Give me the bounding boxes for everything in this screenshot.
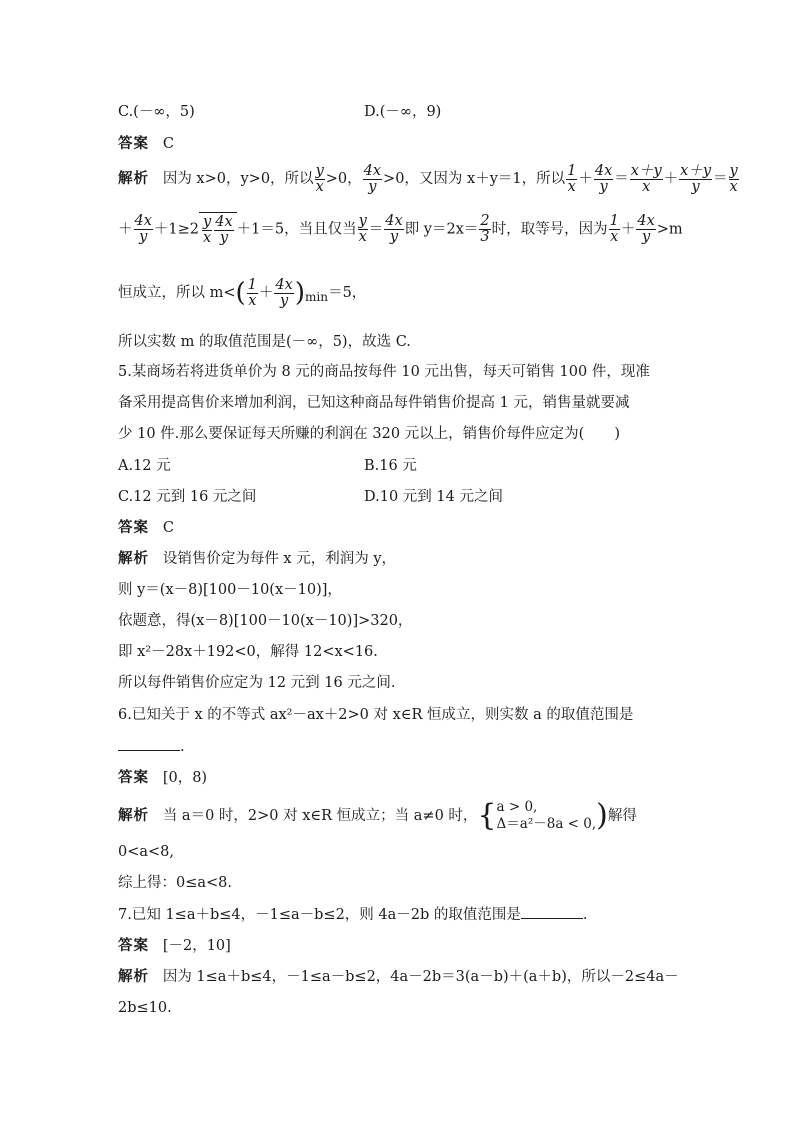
answer-label: 答案: [118, 135, 149, 152]
q5-analysis-line1: 解析 设销售价定为每件 x 元，利润为 y，: [118, 550, 397, 567]
fraction: $\frac{y}{x}$: [358, 213, 367, 245]
fraction: $\frac{1}{x}$: [567, 162, 577, 195]
q5-stem-line2: 备采用提高售价来增加利润，已知这种商品每件销售价提高 1 元，销售量就要减: [118, 395, 630, 411]
q4-analysis-line1: 解析 因为 x>0，y>0，所以 $\frac{y}{x}$ >0， $\frac{4x}{y}$ >0，又因为 x＋y＝1，所以 $\frac{1}{x}$ ＋ $\frac{4x}{y}$ ＝ $\frac{x+y}{x}$ ＋ $\frac{x+y}{y}$ ＝ $\frac{y}{x}$: [118, 162, 738, 195]
fraction: $\frac{4x}{y}$: [594, 162, 613, 195]
inequality-system: a > 0, Δ＝a²－8a < 0,: [496, 799, 597, 832]
answer-label: 答案: [118, 519, 149, 536]
fraction: $\frac{x+y}{x}$: [630, 162, 662, 195]
fraction: $\frac{y}{x}$: [315, 162, 324, 195]
answer-label: 答案: [118, 937, 149, 954]
fraction: $\frac{4x}{y}$: [637, 213, 655, 245]
q5-analysis-line5: 所以每件销售价应定为 12 元到 16 元之间.: [118, 675, 396, 691]
q6-analysis-line3: 综上得：0≤a<8.: [118, 875, 233, 891]
q7-stem: 7.已知 1≤a＋b≤4，－1≤a－b≤2，则 4a－2b 的取值范围是 .: [118, 904, 588, 925]
analysis-label: 解析: [118, 550, 149, 567]
q7-analysis-line2: 2b≤10.: [118, 1000, 172, 1016]
q5-analysis-line3: 依题意，得(x－8)[100－10(x－10)]>320，: [118, 613, 413, 629]
answer-label: 答案: [118, 769, 149, 786]
q5-option-d: D.10 元到 14 元之间: [364, 489, 503, 505]
q5-option-c: C.12 元到 16 元之间: [118, 489, 257, 505]
analysis-label: 解析: [118, 170, 149, 187]
q4-analysis-line2: ＋ $\frac{4x}{y}$ ＋1≥2 $\frac{y}{x}$ $\frac{4x}{y}$ ＋1＝5，当且仅当 $\frac{y}{x}$ ＝ $\frac{4x}{y}$ 即 y＝2x＝ $\frac{2}{3}$ 时，取等号，因为 $\frac{1}{x}$ ＋ $\frac{4x}{y}$ >m: [118, 213, 683, 246]
q5-stem-line3: 少 10 件.那么要保证每天所赚的利润在 320 元以上，销售价每件应定为( ): [118, 426, 620, 442]
q5-analysis-line2: 则 y＝(x－8)[100－10(x－10)]，: [118, 582, 342, 598]
fraction: $\frac{1}{x}$: [247, 276, 257, 309]
answer-blank: [521, 904, 583, 919]
fraction: $\frac{4x}{y}$: [275, 276, 293, 309]
fraction: $\frac{4x}{y}$: [134, 213, 152, 245]
q4-conclusion: 所以实数 m 的取值范围是(－∞，5)，故选 C.: [118, 334, 411, 350]
q4-option-c: C.(－∞，5): [118, 104, 195, 120]
fraction: $\frac{x+y}{y}$: [680, 162, 712, 195]
q5-answer: 答案 C: [118, 519, 174, 536]
q5-option-b: B.16 元: [364, 458, 417, 474]
sqrt-expression: [199, 212, 237, 247]
q7-analysis-line1: 解析 因为 1≤a＋b≤4，－1≤a－b≤2，4a－2b＝3(a－b)＋(a＋b)，所以－2≤4a－: [118, 968, 679, 985]
analysis-label: 解析: [118, 807, 149, 824]
q5-option-a: A.12 元: [118, 458, 171, 474]
fraction: $\frac{y}{x}$: [203, 213, 212, 246]
q6-stem-line1: 6.已知关于 x 的不等式 ax²－ax＋2>0 对 x∈R 恒成立，则实数 a 的取值范围是: [118, 707, 634, 723]
q4-option-d: D.(－∞，9): [364, 104, 442, 120]
fraction: $\frac{4x}{y}$: [385, 213, 403, 245]
q5-analysis-line4: 即 x²－28x＋192<0，解得 12<x<16.: [118, 644, 378, 660]
q5-stem-line1: 5.某商场若将进货单价为 8 元的商品按每件 10 元出售，每天可销售 100 件，现准: [118, 364, 650, 380]
q6-stem-line2: .: [118, 736, 185, 757]
q6-answer: 答案 [0，8): [118, 769, 208, 786]
q4-answer: 答案 C: [118, 135, 174, 152]
analysis-label: 解析: [118, 968, 149, 985]
q6-analysis-line1: 解析 当 a＝0 时，2>0 对 x∈R 恒成立；当 a≠0 时，{ a > 0, Δ＝a²－8a < 0, )解得: [118, 798, 637, 833]
fraction: $\frac{4x}{y}$: [215, 213, 233, 246]
q7-answer: 答案 [－2，10]: [118, 937, 231, 954]
fraction: $\frac{1}{x}$: [609, 213, 619, 245]
fraction: $\frac{y}{x}$: [729, 162, 738, 195]
q4-analysis-line3: 恒成立，所以 m<( $\frac{1}{x}$ ＋ $\frac{4x}{y}$ )$_{min}=5$，: [118, 276, 367, 309]
answer-blank: [118, 736, 180, 751]
fraction: $\frac{4x}{y}$: [363, 162, 382, 195]
q6-analysis-line2: 0<a<8,: [118, 844, 175, 860]
fraction: $\frac{2}{3}$: [480, 213, 490, 245]
